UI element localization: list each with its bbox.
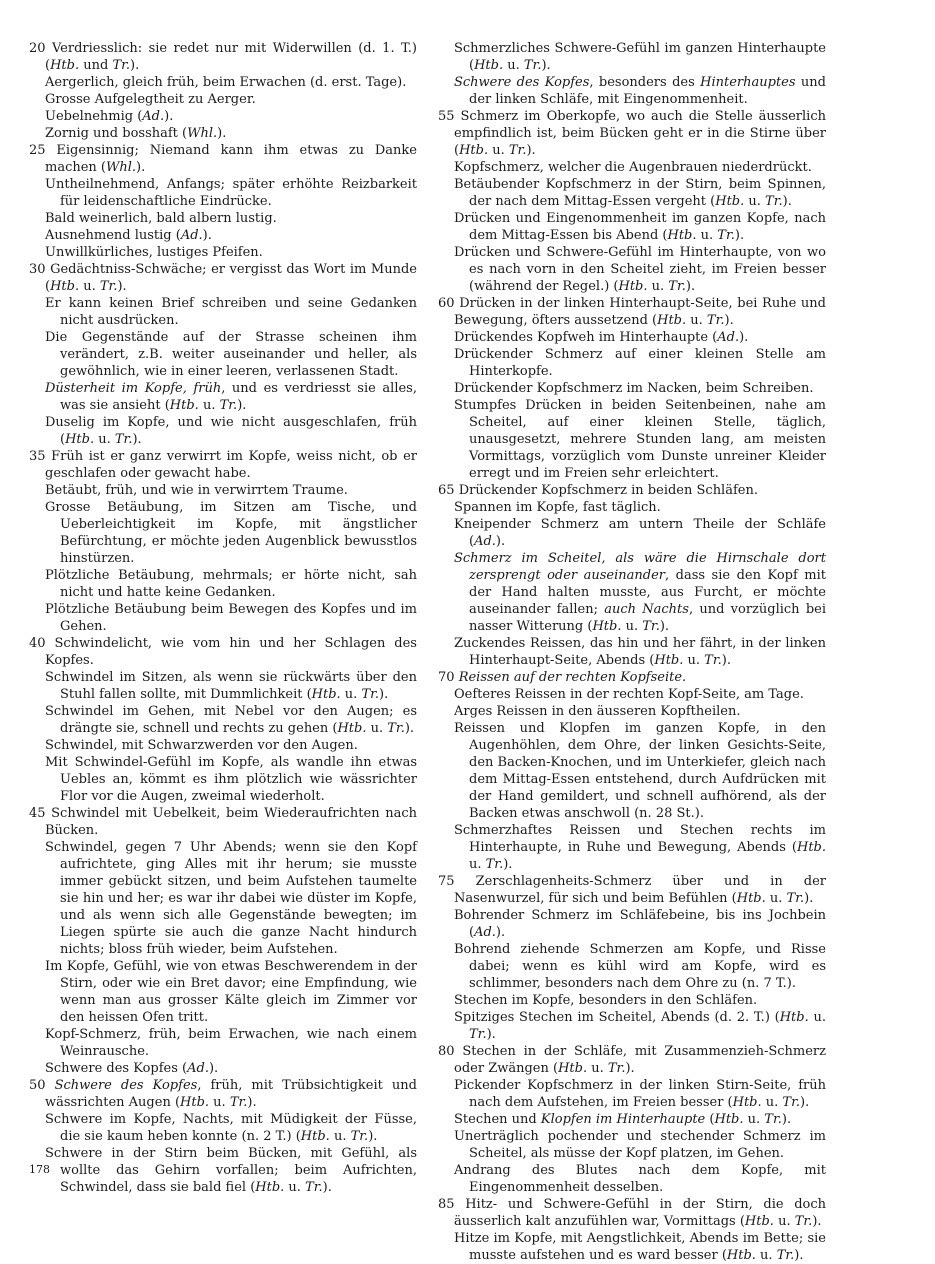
page-number: 178 [29,1163,50,1176]
symptom-entry [438,108,826,159]
symptom-entry [438,1043,826,1077]
entry-text: Reissen auf der rechten Kopfseite. [458,670,687,685]
entry-number: 85 [438,1197,466,1212]
symptom-entry [29,1060,417,1077]
entry-text: Andrang des Blutes nach dem Kopfe, mit Eingenommenheit desselben. [454,1163,826,1195]
entry-text: Drückendes Kopfweh im Hinterhaupte (Ad.). [454,330,749,345]
symptom-entry [438,397,826,482]
symptom-entry [29,261,417,295]
symptom-entry [438,1111,826,1128]
entry-text: Spitziges Stechen im Scheitel, Abends (d. 2. T.) (Htb. u. Tr.). [454,1010,826,1042]
entry-text: Ausnehmend lustig (Ad.). [45,228,212,243]
entry-text: Schwindel im Sitzen, als wenn sie rückwärts über den Stuhl fallen sollte, mit Dummlichkeit (Htb. u. Tr.). [45,670,417,702]
symptom-entry [29,142,417,176]
entry-number: 25 [29,143,57,158]
entry-text: Zornig und bosshaft (Whl.). [45,126,227,141]
symptom-entry [29,1026,417,1060]
symptom-entry [438,244,826,295]
entry-text: Hitz- und Schwere-Gefühl in der Stirn, die doch äusserlich kalt anzufühlen war, Vormittags (Htb. u. Tr.). [454,1197,826,1229]
symptom-entry [29,210,417,227]
symptom-entry [29,380,417,414]
entry-text: Früh ist er ganz verwirrt im Kopfe, weiss nicht, ob er geschlafen oder gewacht habe. [45,449,417,481]
entry-text: Drückender Schmerz auf einer kleinen Stelle am Hinterkopfe. [454,347,826,379]
symptom-entry [29,74,417,91]
entry-text: Schwindel, mit Schwarzwerden vor den Augen. [45,738,358,753]
symptom-entry [438,176,826,210]
entry-text: Schwere in der Stirn beim Bücken, mit Gefühl, als wollte das Gehirn vorfallen; beim Aufrichten, Schwindel, dass sie bald fiel (Htb. u. Tr.). [45,1146,417,1195]
entry-text: Schwere des Kopfes, besonders des Hinterhauptes und der linken Schläfe, mit Eingenommenheit. [454,75,826,107]
symptom-entry [438,1009,826,1043]
entry-text: Unerträglich pochender und stechender Schmerz im Scheitel, als müsse der Kopf platzen, im Gehen. [454,1129,826,1161]
entry-number: 45 [29,806,52,821]
entry-text: Kopf-Schmerz, früh, beim Erwachen, wie nach einem Weinrausche. [45,1027,417,1059]
symptom-entry [438,210,826,244]
symptom-entry [438,74,826,108]
entry-text: Oefteres Reissen in der rechten Kopf-Seite, am Tage. [454,687,804,702]
symptom-entry [29,635,417,669]
entry-text: Hitze im Kopfe, mit Aengstlichkeit, Abends im Bette; sie musste aufstehen und es ward besser (Htb. u. Tr.). [454,1231,826,1263]
symptom-entry [438,703,826,720]
entry-text: Arges Reissen in den äusseren Kopftheilen. [454,704,741,719]
entry-text: Verdriesslich: sie redet nur mit Widerwillen (d. 1. T.) (Htb. und Tr.). [45,41,417,73]
entry-text: Bald weinerlich, bald albern lustig. [45,211,277,226]
entry-number: 30 [29,262,51,277]
entry-text: Die Gegenstände auf der Strasse scheinen ihm verändert, z.B. weiter auseinander und heller, als gewöhnlich, wie in einer leeren, verlassenen Stadt. [45,330,417,379]
symptom-entry [438,1162,826,1196]
entry-text: Schwindel mit Uebelkeit, beim Wiederaufrichten nach Bücken. [45,806,417,838]
symptom-entry [438,516,826,550]
symptom-entry [29,125,417,142]
symptom-entry [438,635,826,669]
entry-text: Mit Schwindel-Gefühl im Kopfe, als wandle ihn etwas Uebles an, kömmt es ihm plötzlich wie wässrichter Flor vor die Augen, zweimal wiederholt. [45,755,417,804]
entry-text: Schwindel, gegen 7 Uhr Abends; wenn sie den Kopf aufrichtete, ging Alles mit ihr herum; sie musste immer gebückt sitzen, und beim Aufstehen taumelte sie hin und her; es war ihr dabei wie düster im Kopfe, und als wenn sich alle Gegenstände bewegten; im Liegen spürte sie auch die ganze Nacht hindurch nichts; bloss früh wieder, beim Aufstehen. [45,840,417,957]
symptom-entry [438,941,826,992]
symptom-entry [29,176,417,210]
symptom-entry [29,754,417,805]
symptom-entry [29,108,417,125]
entry-text: Eigensinnig; Niemand kann ihm etwas zu Danke machen (Whl.). [45,143,418,175]
symptom-entry [29,601,417,635]
entry-text: Unwillkürliches, lustiges Pfeifen. [45,245,263,260]
entry-text: Duselig im Kopfe, und wie nicht ausgeschlafen, früh (Htb. u. Tr.). [45,415,417,447]
entry-text: Stechen in der Schläfe, mit Zusammenzieh-Schmerz oder Zwängen (Htb. u. Tr.). [454,1044,826,1076]
symptom-entry [438,873,826,907]
entry-text: Drücken und Schwere-Gefühl im Hinterhaupte, von wo es nach vorn in den Scheitel zieht, im Freien besser (während der Regel.) (Htb. u. Tr.). [454,245,826,294]
entry-text: Plötzliche Betäubung, mehrmals; er hörte nicht, sah nicht und hatte keine Gedanken. [45,568,417,600]
entry-text: Kopfschmerz, welcher die Augenbrauen niederdrückt. [454,160,812,175]
entry-text: Schmerzhaftes Reissen und Stechen rechts im Hinterhaupte, in Ruhe und Bewegung, Abends (Htb. u. Tr.). [454,823,826,872]
symptom-entry [29,1145,417,1196]
entry-number: 35 [29,449,52,464]
symptom-entry [438,499,826,516]
symptom-entry [438,346,826,380]
symptom-entry [438,1230,826,1264]
entry-text: Plötzliche Betäubung beim Bewegen des Kopfes und im Gehen. [45,602,417,634]
entry-text: Düsterheit im Kopfe, früh, und es verdriesst sie alles, was sie ansieht (Htb. u. Tr.). [45,381,417,413]
symptom-entry [29,244,417,261]
symptom-entry [438,380,826,397]
symptom-entry [438,1077,826,1111]
entry-text: Er kann keinen Brief schreiben und seine Gedanken nicht ausdrücken. [45,296,417,328]
entry-text: Bohrender Schmerz im Schläfebeine, bis ins Jochbein (Ad.). [454,908,826,940]
symptom-entry [29,91,417,108]
entry-text: Im Kopfe, Gefühl, wie von etwas Beschwerendem in der Stirn, oder wie ein Bret davor; eine Empfindung, wie wenn man aus grosser Kälte gleich im Zimmer vor den heissen Ofen tritt. [45,959,417,1025]
symptom-entry [29,448,417,482]
symptom-entry [438,720,826,822]
symptom-entry [438,1128,826,1162]
entry-number: 70 [438,670,459,685]
entry-number: 50 [29,1078,55,1093]
symptom-entry [29,295,417,329]
symptom-entry [29,839,417,958]
entry-text: Stechen im Kopfe, besonders in den Schläfen. [454,993,758,1008]
entry-text: Kneipender Schmerz am untern Theile der Schläfe (Ad.). [454,517,826,549]
entry-text: Schmerz im Scheitel, als wäre die Hirnschale dort zersprengt oder auseinander, dass sie den Kopf mit der Hand halten musste, aus Furcht, er möchte auseinander fallen; auch Nachts, und vorzüglich bei nasser Witterung (Htb. u. Tr.). [454,551,826,634]
symptom-entry [438,686,826,703]
symptom-entry [438,329,826,346]
left-column [29,40,417,1196]
entry-text: Drücken in der linken Hinterhaupt-Seite, bei Ruhe und Bewegung, öfters aussetzend (Htb. u. Tr.). [454,296,826,328]
entry-text: Schmerzliches Schwere-Gefühl im ganzen Hinterhaupte (Htb. u. Tr.). [454,41,826,73]
entry-text: Drücken und Eingenommenheit im ganzen Kopfe, nach dem Mittag-Essen bis Abend (Htb. u. Tr.). [454,211,826,243]
symptom-entry [438,1196,826,1230]
entry-number: 80 [438,1044,463,1059]
symptom-entry [29,482,417,499]
symptom-entry [29,227,417,244]
symptom-entry [438,669,826,686]
entry-text: Spannen im Kopfe, fast täglich. [454,500,661,515]
entry-text: Grosse Betäubung, im Sitzen am Tische, und Ueberleichtigkeit im Kopfe, mit ängstlicher Befürchtung, er möchte jeden Augenblick bewusstlos hinstürzen. [45,500,417,566]
symptom-entry [29,703,417,737]
entry-text: Schwere des Kopfes (Ad.). [45,1061,219,1076]
entry-number: 65 [438,483,459,498]
symptom-entry [438,482,826,499]
symptom-entry [29,40,417,74]
entry-text: Aergerlich, gleich früh, beim Erwachen (d. erst. Tage). [45,75,407,90]
entry-text: Uebelnehmig (Ad.). [45,109,174,124]
symptom-entry [29,414,417,448]
entry-text: Schmerz im Oberkopfe, wo auch die Stelle äusserlich empfindlich ist, beim Bücken geht er in die Stirne über (Htb. u. Tr.). [454,109,826,158]
entry-text: Reissen und Klopfen im ganzen Kopfe, in den Augenhöhlen, dem Ohre, der linken Gesichts-Seite, den Backen-Knochen, und im Unterkiefer, gleich nach dem Mittag-Essen entstehend, durch Aufdrücken mit der Hand gemildert, und schnell aufhörend, als der Backen etwas anschwoll (n. 28 St.). [454,721,826,821]
entry-number: 60 [438,296,460,311]
symptom-entry [438,550,826,635]
entry-number: 75 [438,874,476,889]
symptom-entry [29,499,417,567]
entry-text: Zuckendes Reissen, das hin und her fährt, in der linken Hinterhaupt-Seite, Abends (Htb. u. Tr.). [454,636,826,668]
symptom-entry [438,992,826,1009]
symptom-entry [29,1111,417,1145]
entry-text: Schwindel im Gehen, mit Nebel vor den Augen; es drängte sie, schnell und rechts zu gehen (Htb. u. Tr.). [45,704,417,736]
symptom-entry [29,958,417,1026]
entry-text: Bohrend ziehende Schmerzen am Kopfe, und Risse dabei; wenn es kühl wird am Kopfe, wird es schlimmer, besonders nach dem Ohre zu (n. 7 T.). [454,942,826,991]
entry-text: Schwere des Kopfes, früh, mit Trübsichtigkeit und wässrichten Augen (Htb. u. Tr.). [45,1078,417,1110]
symptom-entry [29,1077,417,1111]
symptom-entry [29,805,417,839]
symptom-entry [29,737,417,754]
entry-number: 55 [438,109,461,124]
symptom-entry [438,907,826,941]
entry-text: Stechen und Klopfen im Hinterhaupte (Htb. u. Tr.). [454,1112,792,1127]
entry-text: Drückender Kopfschmerz im Nacken, beim Schreiben. [454,381,814,396]
entry-text: Pickender Kopfschmerz in der linken Stirn-Seite, früh nach dem Aufstehen, im Freien besser (Htb. u. Tr.). [454,1078,826,1110]
symptom-entry [29,329,417,380]
symptom-entry [29,669,417,703]
entry-text: Drückender Kopfschmerz in beiden Schläfen. [458,483,758,498]
symptom-entry [438,295,826,329]
entry-text: Betäubt, früh, und wie in verwirrtem Traume. [45,483,348,498]
entry-text: Zerschlagenheits-Schmerz über und in der Nasenwurzel, für sich und beim Befühlen (Htb. u. Tr.). [454,874,826,906]
entry-text: Untheilnehmend, Anfangs; später erhöhte Reizbarkeit für leidenschaftliche Eindrücke. [45,177,417,209]
entry-text: Gedächtniss-Schwäche; er vergisst das Wort im Munde (Htb. u. Tr.). [45,262,417,294]
symptom-entry [29,567,417,601]
entry-text: Schwindelicht, wie vom hin und her Schlagen des Kopfes. [45,636,417,668]
entry-text: Grosse Aufgelegtheit zu Aerger. [45,92,256,107]
entry-number: 20 [29,41,52,56]
symptom-entry [438,159,826,176]
entry-text: Betäubender Kopfschmerz in der Stirn, beim Spinnen, der nach dem Mittag-Essen vergeht (Htb. u. Tr.). [454,177,826,209]
right-column [438,40,826,1264]
entry-text: Stumpfes Drücken in beiden Seitenbeinen, nahe am Scheitel, auf einer kleinen Stelle, täglich, unausgesetzt, mehrere Stunden lang, am meisten Vormittags, vorzüglich vom Dunste unreiner Kleider erregt und im Freien sehr erleichtert. [454,398,826,481]
symptom-entry [438,40,826,74]
entry-number: 40 [29,636,55,651]
entry-text: Schwere im Kopfe, Nachts, mit Müdigkeit der Füsse, die sie kaum heben konnte (n. 2 T.) (Htb. u. Tr.). [45,1112,417,1144]
symptom-entry [438,822,826,873]
